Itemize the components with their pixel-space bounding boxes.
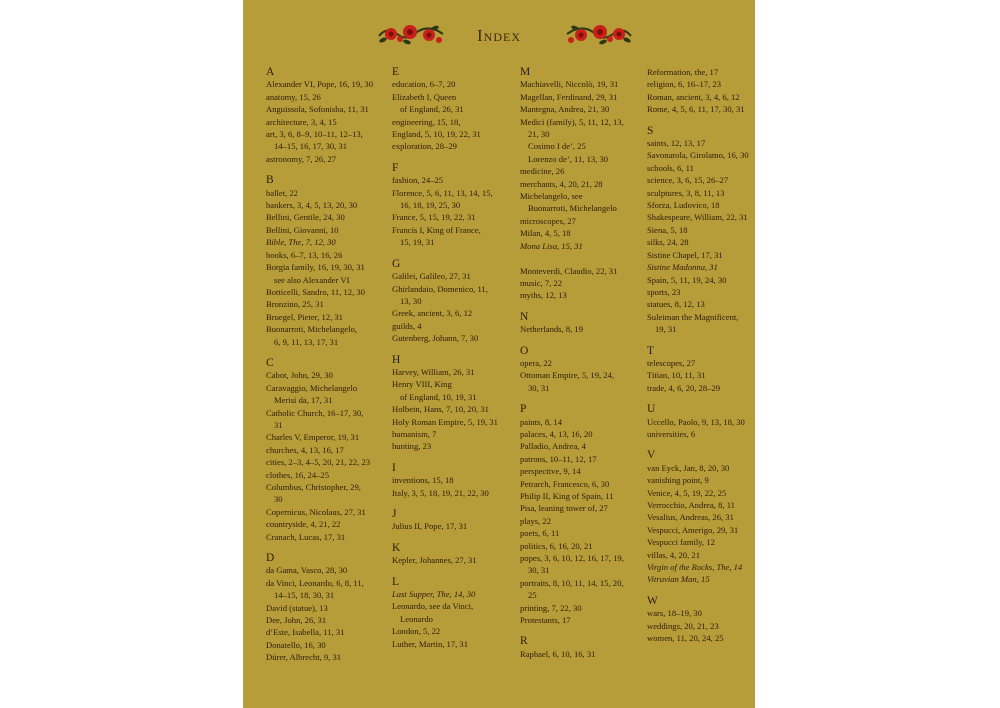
index-section — [392, 462, 517, 499]
index-entry: sports, 23 — [647, 286, 681, 297]
section-letter: L — [392, 575, 400, 588]
index-entry: Dürer, Albrecht, 9, 31 — [266, 652, 342, 663]
index-entry: Luther, Martin, 17, 31 — [392, 638, 469, 649]
index-section — [392, 576, 517, 650]
index-entry: exploration, 28–29 — [392, 141, 457, 152]
index-entry: Merisi da, 17, 31 — [274, 395, 333, 406]
index-section — [392, 258, 517, 345]
section-letter: C — [266, 356, 274, 369]
index-section — [647, 125, 755, 336]
index-entry: Monteverdi, Claudio, 22, 31 — [520, 265, 618, 276]
index-entry: popes, 3, 6, 10, 12, 16, 17, 19, — [520, 553, 624, 564]
index-entry: Bruegel, Pieter, 12, 31 — [266, 311, 343, 322]
section-letter: E — [392, 66, 400, 78]
index-entry: Caravaggio, Michelangelo — [266, 382, 358, 393]
index-entry: opera, 22 — [520, 357, 552, 368]
index-entry: Bible, The, 7, 12, 30 — [266, 237, 336, 248]
index-entry: Virgin of the Rocks, The, 14 — [647, 562, 743, 573]
index-entry: of England, 10, 19, 31 — [400, 391, 477, 402]
section-letter: U — [647, 403, 656, 416]
index-entry: books, 6–7, 13, 16, 26 — [266, 249, 343, 260]
index-entry: paints, 8, 14 — [520, 416, 563, 427]
index-entry: art, 3, 6, 8–9, 10–11, 12–13, — [266, 129, 363, 140]
index-entry: wars, 18–19, 30 — [647, 608, 702, 619]
index-entry: Botticelli, Sandro, 11, 12, 30 — [266, 286, 365, 297]
index-entry: Vespucci family, 12 — [647, 537, 715, 548]
page-title: Index — [477, 26, 521, 45]
index-entry: Savonarola, Girolamo, 16, 30 — [647, 150, 749, 161]
index-entry: perspective, 9, 14 — [520, 466, 581, 477]
index-entry: 6, 9, 11, 13, 17, 31 — [274, 336, 339, 347]
index-section — [392, 354, 517, 453]
index-entry: Buonarroti, Michelangelo, — [266, 324, 357, 335]
index-entry: Rome, 4, 5, 6, 11, 17, 30, 31 — [647, 104, 745, 115]
index-entry: palaces, 4, 13, 16, 20 — [520, 428, 593, 439]
index-entry: countryside, 4, 21, 22 — [266, 519, 341, 530]
index-section — [647, 595, 755, 645]
index-entry: Pisa, leaning tower of, 27 — [520, 503, 608, 514]
index-entry: Medici (family), 5, 11, 12, 13, — [520, 116, 624, 127]
index-entry: Bellini, Giovanni, 10 — [266, 224, 339, 235]
index-section — [520, 311, 645, 336]
index-entry: science, 3, 6, 15, 26–27 — [647, 175, 729, 186]
index-entry: Cranach, Lucas, 17, 31 — [266, 531, 346, 542]
index-entry: England, 5, 10, 19, 22, 31 — [392, 129, 481, 140]
index-section — [266, 552, 391, 664]
index-entry: Vesalius, Andreas, 26, 31 — [647, 512, 734, 523]
index-entry: Milan, 4, 5, 18 — [520, 228, 571, 239]
index-column — [392, 66, 517, 659]
section-letter: V — [647, 449, 656, 462]
index-entry: engineering, 15, 18, — [392, 116, 461, 127]
index-entry: Catholic Church, 16–17, 30, — [266, 407, 364, 418]
index-entry: 30 — [274, 494, 283, 505]
index-entry: bankers, 3, 4, 5, 13, 20, 30 — [266, 200, 358, 211]
index-entry: saints, 12, 13, 17 — [647, 138, 706, 149]
index-entry: Elizabeth I, Queen — [392, 91, 457, 102]
index-entry: portraits, 8, 10, 11, 14, 15, 20, — [520, 577, 624, 588]
index-entry: clothes, 16, 24–25 — [266, 469, 330, 480]
section-letter: H — [392, 353, 401, 366]
index-entry: myths, 12, 13 — [520, 290, 567, 301]
section-letter: N — [520, 310, 529, 323]
index-entry: sculptures, 3, 8, 11, 13 — [647, 187, 725, 198]
index-entry: 30, 31 — [528, 382, 550, 393]
index-entry: Charles V, Emperor, 19, 31 — [266, 432, 360, 443]
index-entry: Copernicus, Nicolaus, 27, 31 — [266, 506, 366, 517]
index-entry: Gutenberg, Johann, 7, 30 — [392, 333, 479, 344]
index-section — [647, 403, 755, 440]
index-entry: Palladio, Andrea, 4 — [520, 441, 586, 452]
index-entry: Donatello, 16, 30 — [266, 639, 326, 650]
index-entry: Greek, ancient, 3, 6, 12 — [392, 308, 473, 319]
index-entry: Leonardo — [400, 613, 433, 624]
index-entry: Philip II, King of Spain, 11 — [520, 491, 614, 501]
index-section — [647, 66, 755, 116]
index-entry: education, 6–7, 20 — [392, 79, 456, 90]
index-entry: villas, 4, 20, 21 — [647, 549, 700, 560]
index-section — [520, 345, 645, 395]
index-entry: hunting, 23 — [392, 441, 432, 452]
section-letter: I — [392, 461, 396, 474]
index-entry: Vespucci, Amerigo, 29, 31 — [647, 524, 739, 535]
index-entry: Harvey, William, 26, 31 — [392, 366, 475, 377]
index-entry: universities, 6 — [647, 428, 696, 439]
index-entry: cities, 2–3, 4–5, 20, 21, 22, 23 — [266, 457, 371, 468]
index-section — [266, 357, 391, 543]
index-entry: Venice, 4, 5, 19, 22, 25 — [647, 487, 727, 498]
index-entry: 14–15, 18, 30, 31 — [274, 590, 335, 601]
index-entry: Siena, 5, 18 — [647, 224, 688, 235]
index-entry: 19, 31 — [655, 324, 677, 335]
section-letter: K — [392, 541, 401, 554]
index-entry: Ghirlandaio, Domenico, 11, — [392, 283, 488, 294]
index-entry: 16, 18, 19, 25, 30 — [400, 200, 461, 211]
index-entry: schools, 6, 11 — [647, 162, 694, 173]
section-letter: B — [266, 174, 274, 187]
index-entry: Bronzino, 25, 31 — [266, 299, 324, 310]
index-entry: Ottoman Empire, 5, 19, 24, — [520, 370, 615, 381]
index-entry: London, 5, 22 — [392, 626, 441, 637]
index-entry: Kepler, Johannes, 27, 31 — [392, 555, 477, 566]
index-entry: da Vinci, Leonardo, 6, 8, 11, — [266, 577, 364, 588]
index-entry: Sforza, Ludovico, 18 — [647, 200, 720, 211]
index-entry: 21, 30 — [528, 129, 550, 140]
index-entry: Magellan, Ferdinand, 29, 31 — [520, 91, 618, 102]
index-entry: plays, 22 — [520, 515, 552, 526]
index-entry: of England, 26, 31 — [400, 104, 464, 115]
index-section — [647, 345, 755, 395]
index-entry: trade, 4, 6, 20, 28–29 — [647, 382, 721, 393]
section-letter: O — [520, 344, 529, 357]
index-section — [392, 542, 517, 567]
index-entry: Suleiman the Magnificent, — [647, 311, 739, 322]
index-column — [266, 66, 391, 673]
index-column — [520, 66, 645, 669]
index-entry: Henry VIII, King — [392, 379, 452, 390]
index-entry: microscopes, 27 — [520, 215, 576, 226]
index-entry: Reformation, the, 17 — [647, 67, 719, 77]
index-entry: merchants, 4, 20, 21, 28 — [520, 178, 603, 189]
index-entry: Borgia family, 16, 19, 30, 31 — [266, 262, 365, 273]
index-entry: humanism, 7 — [392, 428, 437, 439]
index-entry: Galilei, Galileo, 27, 31 — [392, 271, 471, 282]
index-section — [520, 66, 645, 302]
index-entry: 15, 19, 31 — [400, 237, 435, 248]
index-entry: Roman, ancient, 3, 4, 6, 12 — [647, 91, 740, 102]
index-entry: telescopes, 27 — [647, 357, 696, 368]
index-entry: Anguissola, Sofonisba, 11, 31 — [266, 104, 369, 115]
index-entry: silks, 24, 28 — [647, 237, 689, 248]
index-entry: Netherlands, 8, 19 — [520, 324, 584, 335]
index-entry: Leonardo, see da Vinci, — [392, 601, 474, 612]
index-entry: Columbus, Christopher, 29, — [266, 482, 361, 492]
section-letter: G — [392, 257, 401, 270]
section-letter: W — [647, 594, 658, 607]
index-column — [647, 66, 755, 653]
index-entry: Italy, 3, 5, 18, 19, 21, 22, 30 — [392, 487, 489, 498]
index-entry: Titian, 10, 11, 31 — [647, 370, 706, 381]
section-letter: D — [266, 552, 275, 565]
index-entry: Cabot, John, 29, 30 — [266, 370, 333, 381]
index-entry: politics, 6, 16, 20, 21 — [520, 540, 593, 551]
index-entry: Mantegna, Andrea, 21, 30 — [520, 104, 610, 115]
index-entry: fashion, 24–25 — [392, 175, 444, 186]
index-entry: Alexander VI, Pope, 16, 19, 30 — [266, 79, 374, 90]
index-entry: inventions, 15, 18 — [392, 475, 454, 486]
index-entry: music, 7, 22 — [520, 277, 563, 288]
index-entry: Shakespeare, William, 22, 31 — [647, 212, 748, 223]
index-entry: women, 11, 20, 24, 25 — [647, 633, 724, 644]
index-entry: churches, 4, 13, 16, 17 — [266, 444, 344, 455]
index-entry: see also Alexander VI — [274, 274, 350, 285]
index-entry: Holy Roman Empire, 5, 19, 31 — [392, 416, 498, 427]
index-page — [243, 0, 755, 708]
index-section — [392, 162, 517, 249]
index-entry: Michelangelo, see — [520, 191, 583, 202]
rose-garland-icon — [565, 22, 633, 48]
section-letter: F — [392, 161, 399, 174]
index-entry: architecture, 3, 4, 15 — [266, 116, 337, 127]
index-entry: religion, 6, 16–17, 23 — [647, 79, 721, 90]
index-entry: Spain, 5, 11, 19, 24, 30 — [647, 274, 727, 285]
index-entry: Mona Lisa, 15, 31 — [520, 240, 583, 251]
index-entry: Holbein, Hans, 7, 10, 20, 31 — [392, 404, 489, 415]
index-section — [266, 174, 391, 348]
section-letter: M — [520, 66, 531, 78]
index-entry: 30, 31 — [528, 565, 550, 576]
index-entry: Dee, John, 26, 31 — [266, 615, 327, 626]
index-entry: Petrarch, Francesco, 6, 30 — [520, 478, 610, 489]
index-section — [520, 403, 645, 626]
index-entry: d’Este, Isabella, 11, 31 — [266, 627, 345, 638]
index-entry: Uccello, Paolo, 9, 13, 18, 30 — [647, 416, 745, 427]
index-entry: van Eyck, Jan, 8, 20, 30 — [647, 462, 730, 473]
index-entry: Cosimo I de’, 25 — [528, 141, 586, 152]
index-entry: Raphael, 6, 10, 16, 31 — [520, 648, 596, 659]
section-letter: R — [520, 635, 528, 648]
index-entry: poets, 6, 11 — [520, 528, 560, 539]
index-section — [520, 635, 645, 660]
index-entry: Lorenzo de’, 11, 13, 30 — [528, 153, 609, 164]
index-entry: Julius II, Pope, 17, 31 — [392, 521, 468, 532]
index-entry: David (statue), 13 — [266, 602, 328, 613]
index-header — [243, 22, 755, 52]
index-entry: 14–15, 16, 17, 30, 31 — [274, 141, 348, 152]
index-entry: printing, 7, 22, 30 — [520, 602, 582, 613]
index-entry: guilds, 4 — [392, 320, 422, 331]
index-section — [266, 66, 391, 165]
section-letter: S — [647, 124, 654, 137]
index-entry: vanishing point, 9 — [647, 475, 709, 486]
index-entry: Sistine Madonna, 31 — [647, 262, 718, 273]
index-entry: Vitruvian Man, 15 — [647, 574, 710, 585]
index-entry: astronomy, 7, 26, 27 — [266, 153, 337, 164]
index-entry: Machiavelli, Niccolò, 19, 31 — [520, 79, 619, 90]
index-entry: Verrocchio, Andrea, 8, 11 — [647, 500, 735, 510]
index-entry: da Gama, Vasco, 28, 30 — [266, 565, 348, 576]
section-letter: A — [266, 66, 275, 78]
index-section — [392, 508, 517, 533]
index-entry: Sistine Chapel, 17, 31 — [647, 249, 723, 260]
index-entry: 13, 30 — [400, 295, 422, 306]
index-entry: Bellini, Gentile, 24, 30 — [266, 212, 345, 223]
section-letter: J — [392, 508, 397, 520]
index-entry: statues, 8, 12, 13 — [647, 299, 705, 310]
section-letter: P — [520, 403, 527, 416]
index-entry: 31 — [274, 419, 283, 430]
index-entry: Buonarroti, Michelangelo — [528, 203, 617, 214]
index-entry: patrons, 10–11, 12, 17 — [520, 453, 597, 464]
index-entry: weddings, 20, 21, 23 — [647, 620, 719, 631]
index-entry: Last Supper, The, 14, 30 — [392, 589, 476, 600]
index-entry: Florence, 5, 6, 11, 13, 14, 15, — [392, 187, 493, 198]
index-entry: Francis I, King of France, — [392, 224, 481, 235]
index-section — [392, 66, 517, 153]
index-entry: France, 5, 15, 19, 22, 31 — [392, 212, 476, 223]
section-letter: T — [647, 344, 655, 357]
index-entry: Protestants, 17 — [520, 615, 571, 626]
index-entry — [520, 252, 645, 264]
index-entry: ballet, 22 — [266, 187, 298, 198]
index-entry: anatomy, 15, 26 — [266, 91, 321, 102]
index-entry: medicine, 26 — [520, 166, 565, 177]
index-section — [647, 449, 755, 585]
index-entry: 25 — [528, 590, 537, 601]
